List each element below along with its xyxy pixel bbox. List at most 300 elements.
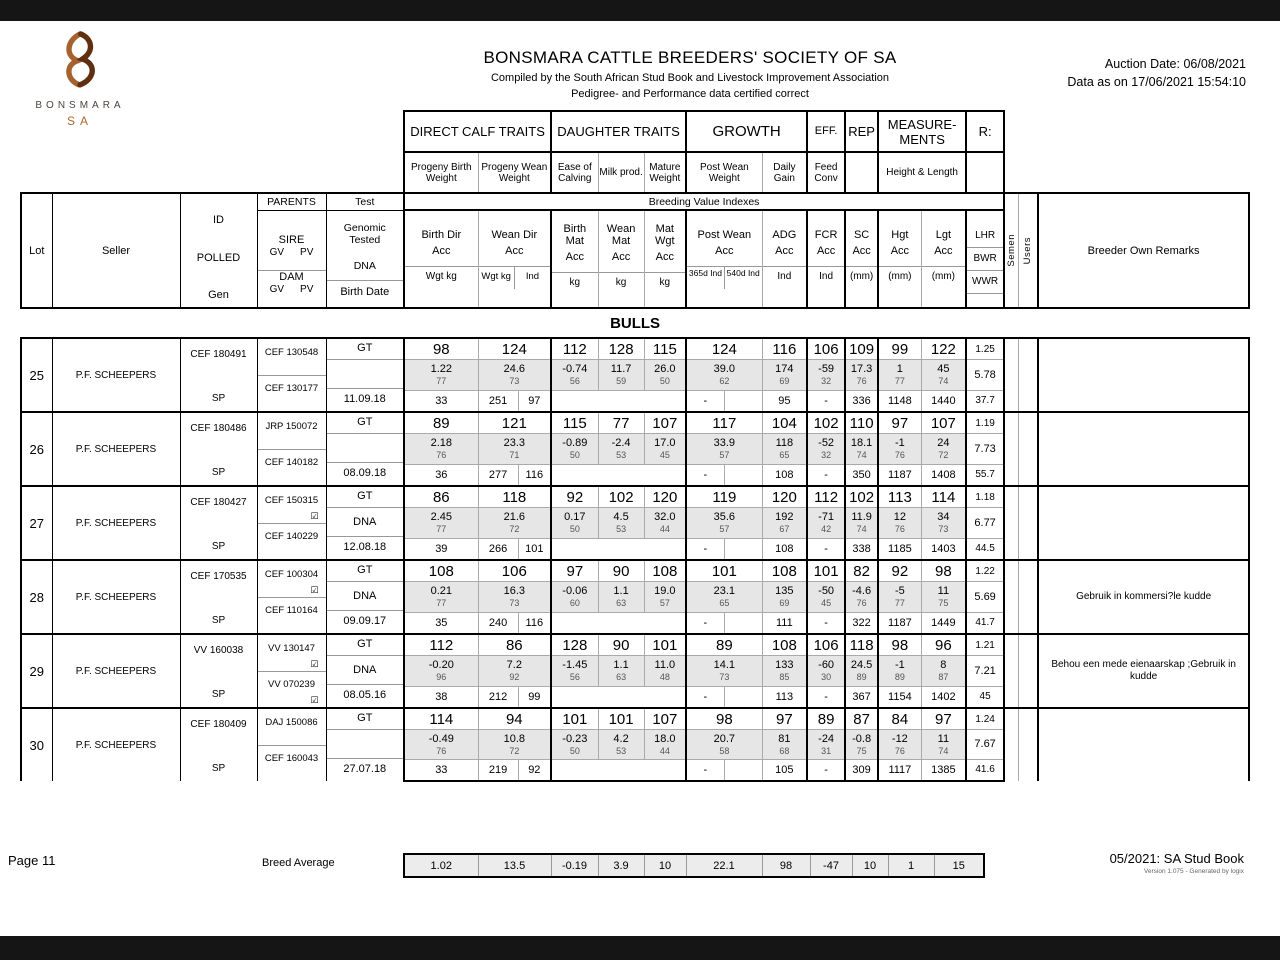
bv-wean-mat: 1.1 63: [598, 582, 644, 612]
users-cell: [1018, 338, 1038, 412]
bv-birth-mat: 0.17 50: [551, 508, 598, 538]
colhead-wean-dir: Wean Dir Acc Wgt kg Ind: [478, 210, 551, 308]
dam-block: [258, 376, 326, 411]
dam-id: CEF 140182: [264, 456, 319, 468]
bv-mat-wgt: 18.0 44: [644, 730, 686, 760]
colhead-breeding-value-indexes: Breeding Value Indexes: [404, 193, 1004, 210]
index-adg: 108: [762, 634, 807, 656]
lhr-value: 1.24: [966, 708, 1004, 730]
wwr-value: 41.7: [966, 612, 1004, 634]
breed-avg-value: 10: [852, 854, 888, 877]
bv-fcr: -24 31: [807, 730, 845, 760]
auction-date: Auction Date: 06/08/2021: [1104, 57, 1246, 71]
bv-post-wean: 20.7 58: [686, 730, 762, 760]
bv-hgt: 1 77: [878, 360, 921, 390]
mm-sc: 338: [845, 538, 878, 560]
mm-hgt: 1117: [878, 759, 921, 781]
animal-id: CEF 180427: [190, 496, 247, 508]
subhead-daily-gain: Daily Gain: [762, 152, 807, 193]
lhr-value: 1.18: [966, 486, 1004, 508]
colhead-id: ID: [213, 214, 224, 226]
sire-block: [258, 562, 326, 598]
lot-row: [21, 412, 1249, 434]
mm-sc: 322: [845, 612, 878, 634]
wgt-birth-dir: 33: [404, 759, 478, 781]
bv-birth-mat: -1.45 56: [551, 656, 598, 686]
seller-name: P.F. SCHEEPERS: [52, 708, 180, 781]
users-cell: [1018, 634, 1038, 708]
bv-adg: 81 68: [762, 730, 807, 760]
ind-adg: 95: [762, 390, 807, 412]
bv-sc: 17.3 76: [845, 360, 878, 390]
index-mat-wgt: 115: [644, 338, 686, 360]
bv-wean-mat: 11.7 59: [598, 360, 644, 390]
bv-wean-dir: 24.6 73: [478, 360, 551, 390]
index-mat-wgt: 108: [644, 560, 686, 582]
gen-value: SP: [211, 466, 226, 478]
lot-number: 30: [21, 708, 52, 781]
mm-sc: 309: [845, 759, 878, 781]
version-label: Version 1.075 - Generated by logix: [1143, 868, 1244, 875]
mm-lgt: 1385: [921, 759, 966, 781]
sire-id: DAJ 150086: [265, 716, 318, 728]
bwr-value: 7.73: [966, 434, 1004, 464]
bv-wean-mat: 1.1 63: [598, 656, 644, 686]
viewer-bottom-bar: [0, 936, 1280, 960]
animal-id: CEF 180486: [190, 422, 247, 434]
index-hgt: 99: [878, 338, 921, 360]
index-wean-mat: 90: [598, 560, 644, 582]
index-post-wean: 89: [686, 634, 762, 656]
bv-adg: 133 85: [762, 656, 807, 686]
logo-wordmark: BONSMARA: [35, 100, 125, 111]
ind-540d: [724, 686, 762, 708]
breed-avg-value: 1: [888, 854, 934, 877]
gen-value: SP: [211, 614, 226, 626]
colhead-mat-wgt: Mat Wgt Acc kg: [644, 210, 686, 308]
sire-block: [258, 710, 326, 746]
semen-cell: [1004, 634, 1018, 708]
mm-sc: 350: [845, 464, 878, 486]
colhead-dam-block: DAM GV PV: [269, 270, 314, 295]
colhead-post-wean: Post Wean Acc 365d Ind 540d Ind: [686, 210, 762, 308]
index-wean-dir: 94: [478, 708, 551, 730]
index-wean-mat: 90: [598, 634, 644, 656]
users-cell: [1018, 708, 1038, 781]
dam-id: CEF 160043: [264, 752, 319, 764]
index-hgt: 98: [878, 634, 921, 656]
wwr-value: 37.7: [966, 390, 1004, 412]
index-wean-mat: 102: [598, 486, 644, 508]
ind-adg: 111: [762, 612, 807, 634]
index-hgt: 92: [878, 560, 921, 582]
genomic-tested-value: GT: [327, 709, 404, 730]
bv-mat-wgt: 17.0 45: [644, 434, 686, 464]
lot-number: 28: [21, 560, 52, 634]
index-birth-mat: 128: [551, 634, 598, 656]
lhr-value: 1.22: [966, 560, 1004, 582]
sire-block: [258, 636, 326, 672]
index-fcr: 106: [807, 634, 845, 656]
bv-wean-mat: -2.4 53: [598, 434, 644, 464]
ind-wean-dir: 99: [518, 686, 551, 708]
lot-number: 25: [21, 338, 52, 412]
bv-birth-dir: 2.45 77: [404, 508, 478, 538]
index-lgt: 114: [921, 486, 966, 508]
bv-lgt: 45 74: [921, 360, 966, 390]
wgt-birth-dir: 35: [404, 612, 478, 634]
genomic-tested-value: GT: [327, 635, 404, 656]
birth-date-value: 08.05.16: [327, 684, 404, 707]
daughter-blank: [551, 686, 686, 708]
ind-540d: [724, 759, 762, 781]
sire-block: [258, 488, 326, 524]
breeder-remark: [1038, 708, 1249, 781]
daughter-blank: [551, 538, 686, 560]
dam-block: [258, 672, 326, 707]
lot-number: 26: [21, 412, 52, 486]
index-fcr: 101: [807, 560, 845, 582]
subhead-mature-weight: Mature Weight: [644, 152, 686, 193]
index-sc: 102: [845, 486, 878, 508]
index-birth-mat: 115: [551, 412, 598, 434]
test-cell: [326, 708, 404, 781]
ind-wean-dir: 116: [518, 612, 551, 634]
group-measurements: MEASURE-MENTS: [878, 111, 966, 152]
bv-wean-mat: 4.5 53: [598, 508, 644, 538]
wgt-birth-dir: 39: [404, 538, 478, 560]
wgt-wean-dir: 219: [478, 759, 518, 781]
index-mat-wgt: 120: [644, 486, 686, 508]
ind-adg: 108: [762, 464, 807, 486]
index-wean-dir: 121: [478, 412, 551, 434]
ind-fcr: -: [807, 538, 845, 560]
checkbox-icon: ☑: [310, 694, 319, 705]
sire-id: JRP 150072: [265, 420, 318, 432]
test-cell: [326, 486, 404, 560]
catalog-table: [20, 110, 1250, 782]
dam-block: [258, 746, 326, 781]
bv-fcr: -59 32: [807, 360, 845, 390]
genomic-tested-value: GT: [327, 339, 404, 360]
breed-avg-value: 98: [762, 854, 810, 877]
colhead-wean-mat: Wean Mat Acc kg: [598, 210, 644, 308]
dam-id: CEF 110164: [265, 604, 318, 616]
page-footer: [0, 845, 1280, 905]
bv-fcr: -50 45: [807, 582, 845, 612]
wwr-value: 41.6: [966, 759, 1004, 781]
breed-avg-value: 13.5: [478, 854, 551, 877]
ind-365d: -: [686, 464, 724, 486]
index-post-wean: 98: [686, 708, 762, 730]
bv-fcr: -71 42: [807, 508, 845, 538]
bv-mat-wgt: 19.0 57: [644, 582, 686, 612]
wgt-wean-dir: 277: [478, 464, 518, 486]
index-wean-dir: 106: [478, 560, 551, 582]
mm-lgt: 1403: [921, 538, 966, 560]
animal-id-cell: [180, 634, 257, 708]
ind-365d: -: [686, 538, 724, 560]
bv-wean-dir: 16.3 73: [478, 582, 551, 612]
animal-id-cell: [180, 708, 257, 781]
colhead-lot: Lot: [21, 193, 52, 308]
bv-mat-wgt: 32.0 44: [644, 508, 686, 538]
bv-post-wean: 35.6 57: [686, 508, 762, 538]
test-cell: [326, 634, 404, 708]
bv-sc: 24.5 89: [845, 656, 878, 686]
seller-name: P.F. SCHEEPERS: [52, 560, 180, 634]
colhead-id-polled-gen: [180, 193, 257, 308]
ind-fcr: -: [807, 759, 845, 781]
date-block: [1067, 55, 1246, 91]
index-sc: 82: [845, 560, 878, 582]
gen-value: SP: [211, 762, 226, 774]
sire-block: [258, 340, 326, 376]
colhead-hgt: Hgt Acc (mm): [878, 210, 921, 308]
parents-cell: [257, 634, 326, 708]
daughter-blank: [551, 390, 686, 412]
index-hgt: 97: [878, 412, 921, 434]
bwr-value: 6.77: [966, 508, 1004, 538]
birth-date-value: 08.09.18: [327, 462, 404, 485]
spacer-cell: [1004, 152, 1249, 193]
colhead-test-detail: [326, 210, 404, 308]
index-birth-mat: 112: [551, 338, 598, 360]
parents-cell: [257, 412, 326, 486]
ind-365d: -: [686, 612, 724, 634]
checkbox-icon: ☑: [310, 510, 319, 521]
spacer-cell: [21, 152, 404, 193]
daughter-blank: [551, 612, 686, 634]
gen-value: SP: [211, 392, 226, 404]
breed-avg-value: 15: [934, 854, 984, 877]
semen-cell: [1004, 338, 1018, 412]
bv-fcr: -52 32: [807, 434, 845, 464]
sire-id: CEF 100304: [264, 568, 319, 580]
ind-adg: 113: [762, 686, 807, 708]
index-fcr: 112: [807, 486, 845, 508]
index-birth-dir: 89: [404, 412, 478, 434]
parents-cell: [257, 708, 326, 781]
lot-number: 29: [21, 634, 52, 708]
index-adg: 120: [762, 486, 807, 508]
breed-avg-value: 3.9: [598, 854, 644, 877]
bonsmara-b-icon: [54, 29, 106, 89]
bv-birth-dir: 0.21 77: [404, 582, 478, 612]
colhead-lhr-bwr-wwr: LHR BWR WWR: [966, 210, 1004, 308]
index-lgt: 97: [921, 708, 966, 730]
ind-fcr: -: [807, 464, 845, 486]
document-header: [0, 21, 1280, 131]
bv-birth-dir: 2.18 76: [404, 434, 478, 464]
lot-row: [21, 560, 1249, 582]
index-adg: 108: [762, 560, 807, 582]
index-wean-dir: 118: [478, 486, 551, 508]
colhead-genomic-tested: Genomic Tested: [343, 221, 386, 246]
animal-id-cell: [180, 486, 257, 560]
bv-birth-dir: -0.49 76: [404, 730, 478, 760]
colhead-sire-block: SIRE GV PV: [258, 223, 326, 271]
colhead-sc: SC Acc (mm): [845, 210, 878, 308]
source-block: [1110, 851, 1244, 875]
dna-value: [327, 434, 404, 462]
bv-adg: 135 69: [762, 582, 807, 612]
index-post-wean: 117: [686, 412, 762, 434]
lot-number: 27: [21, 486, 52, 560]
breed-avg-value: -47: [810, 854, 852, 877]
wwr-value: 55.7: [966, 464, 1004, 486]
group-daughter-traits: DAUGHTER TRAITS: [551, 111, 686, 152]
seller-name: P.F. SCHEEPERS: [52, 634, 180, 708]
animal-id: CEF 180409: [190, 718, 247, 730]
index-hgt: 113: [878, 486, 921, 508]
ind-wean-dir: 97: [518, 390, 551, 412]
semen-cell: [1004, 560, 1018, 634]
breeder-remark: [1038, 486, 1249, 560]
test-cell: [326, 338, 404, 412]
mm-sc: 367: [845, 686, 878, 708]
index-mat-wgt: 107: [644, 412, 686, 434]
index-fcr: 102: [807, 412, 845, 434]
bv-birth-mat: -0.89 50: [551, 434, 598, 464]
bv-birth-dir: 1.22 77: [404, 360, 478, 390]
index-birth-dir: 98: [404, 338, 478, 360]
dna-value: DNA: [353, 664, 377, 676]
lots-body: [21, 338, 1249, 781]
semen-cell: [1004, 412, 1018, 486]
bv-birth-mat: -0.06 60: [551, 582, 598, 612]
group-rep: REP: [845, 111, 878, 152]
checkbox-icon: ☑: [310, 584, 319, 595]
birth-date-value: 27.07.18: [327, 758, 404, 781]
source-label: 05/2021: SA Stud Book: [1109, 851, 1244, 866]
bv-mat-wgt: 11.0 48: [644, 656, 686, 686]
colhead-birth-dir: Birth Dir Acc Wgt kg: [404, 210, 478, 308]
bv-sc: 18.1 74: [845, 434, 878, 464]
ind-540d: [724, 464, 762, 486]
wgt-birth-dir: 33: [404, 390, 478, 412]
dam-id: CEF 130177: [264, 382, 319, 394]
subtitle-certified: Pedigree- and Performance data certified correct: [571, 88, 809, 100]
index-adg: 116: [762, 338, 807, 360]
bv-hgt: -1 89: [878, 656, 921, 686]
ind-fcr: -: [807, 612, 845, 634]
mm-hgt: 1187: [878, 612, 921, 634]
data-as-on: Data as on 17/06/2021 15:54:10: [1067, 75, 1246, 89]
ind-540d: [724, 538, 762, 560]
bv-lgt: 8 87: [921, 656, 966, 686]
test-cell: [326, 560, 404, 634]
bv-hgt: -1 76: [878, 434, 921, 464]
animal-id: CEF 170535: [190, 570, 247, 582]
index-lgt: 107: [921, 412, 966, 434]
lot-row: [21, 338, 1249, 360]
bwr-value: 7.21: [966, 656, 1004, 686]
colhead-birth-mat: Birth Mat Acc kg: [551, 210, 598, 308]
bv-lgt: 11 75: [921, 582, 966, 612]
colhead-dna: DNA: [353, 259, 376, 272]
wgt-wean-dir: 266: [478, 538, 518, 560]
users-cell: [1018, 412, 1038, 486]
animal-id-cell: [180, 338, 257, 412]
lot-row: [21, 486, 1249, 508]
index-birth-dir: 86: [404, 486, 478, 508]
lhr-value: 1.21: [966, 634, 1004, 656]
users-cell: [1018, 560, 1038, 634]
group-r: R:: [966, 111, 1004, 152]
mm-lgt: 1408: [921, 464, 966, 486]
subhead-r-blank: [966, 152, 1004, 193]
mm-lgt: 1440: [921, 390, 966, 412]
bv-post-wean: 23.1 65: [686, 582, 762, 612]
lot-row: [21, 634, 1249, 656]
sire-id: VV 130147: [267, 642, 315, 654]
dna-value: DNA: [353, 516, 377, 528]
ind-fcr: -: [807, 686, 845, 708]
index-post-wean: 119: [686, 486, 762, 508]
ind-fcr: -: [807, 390, 845, 412]
subtitle-compiled: Compiled by the South African Stud Book and Livestock Improvement Association: [490, 72, 890, 84]
subhead-post-wean-weight: Post Wean Weight: [686, 152, 762, 193]
users-cell: [1018, 486, 1038, 560]
semen-cell: [1004, 708, 1018, 781]
bv-lgt: 24 72: [921, 434, 966, 464]
mm-hgt: 1187: [878, 464, 921, 486]
colhead-polled: POLLED: [196, 251, 241, 264]
sire-id: CEF 130548: [264, 346, 319, 358]
seller-name: P.F. SCHEEPERS: [52, 486, 180, 560]
bv-fcr: -60 30: [807, 656, 845, 686]
subhead-feed-conv: Feed Conv: [807, 152, 845, 193]
index-wean-mat: 77: [598, 412, 644, 434]
ind-wean-dir: 116: [518, 464, 551, 486]
index-sc: 109: [845, 338, 878, 360]
wgt-wean-dir: 212: [478, 686, 518, 708]
ind-adg: 105: [762, 759, 807, 781]
birth-date-value: 12.08.18: [327, 536, 404, 559]
ind-540d: [724, 390, 762, 412]
daughter-blank: [551, 464, 686, 486]
bv-wean-dir: 21.6 72: [478, 508, 551, 538]
seller-name: P.F. SCHEEPERS: [52, 338, 180, 412]
ind-wean-dir: 92: [518, 759, 551, 781]
colhead-semen: Semen: [1004, 193, 1018, 308]
bv-post-wean: 33.9 57: [686, 434, 762, 464]
index-birth-dir: 112: [404, 634, 478, 656]
colhead-gen: Gen: [208, 289, 229, 301]
index-wean-dir: 124: [478, 338, 551, 360]
index-birth-dir: 114: [404, 708, 478, 730]
logo-sa: SA: [66, 114, 93, 128]
animal-id-cell: [180, 560, 257, 634]
bv-wean-dir: 23.3 71: [478, 434, 551, 464]
index-lgt: 96: [921, 634, 966, 656]
index-mat-wgt: 107: [644, 708, 686, 730]
gen-value: SP: [211, 540, 226, 552]
index-post-wean: 101: [686, 560, 762, 582]
page-title: BONSMARA CATTLE BREEDERS' SOCIETY OF SA: [483, 48, 897, 67]
index-sc: 87: [845, 708, 878, 730]
mm-lgt: 1449: [921, 612, 966, 634]
bv-adg: 118 65: [762, 434, 807, 464]
colhead-sire-dam: [257, 210, 326, 308]
parents-cell: [257, 486, 326, 560]
semen-cell: [1004, 486, 1018, 560]
bv-sc: -0.8 75: [845, 730, 878, 760]
colhead-birth-date: Birth Date: [327, 280, 404, 304]
breeder-remark: [1038, 412, 1249, 486]
index-sc: 110: [845, 412, 878, 434]
